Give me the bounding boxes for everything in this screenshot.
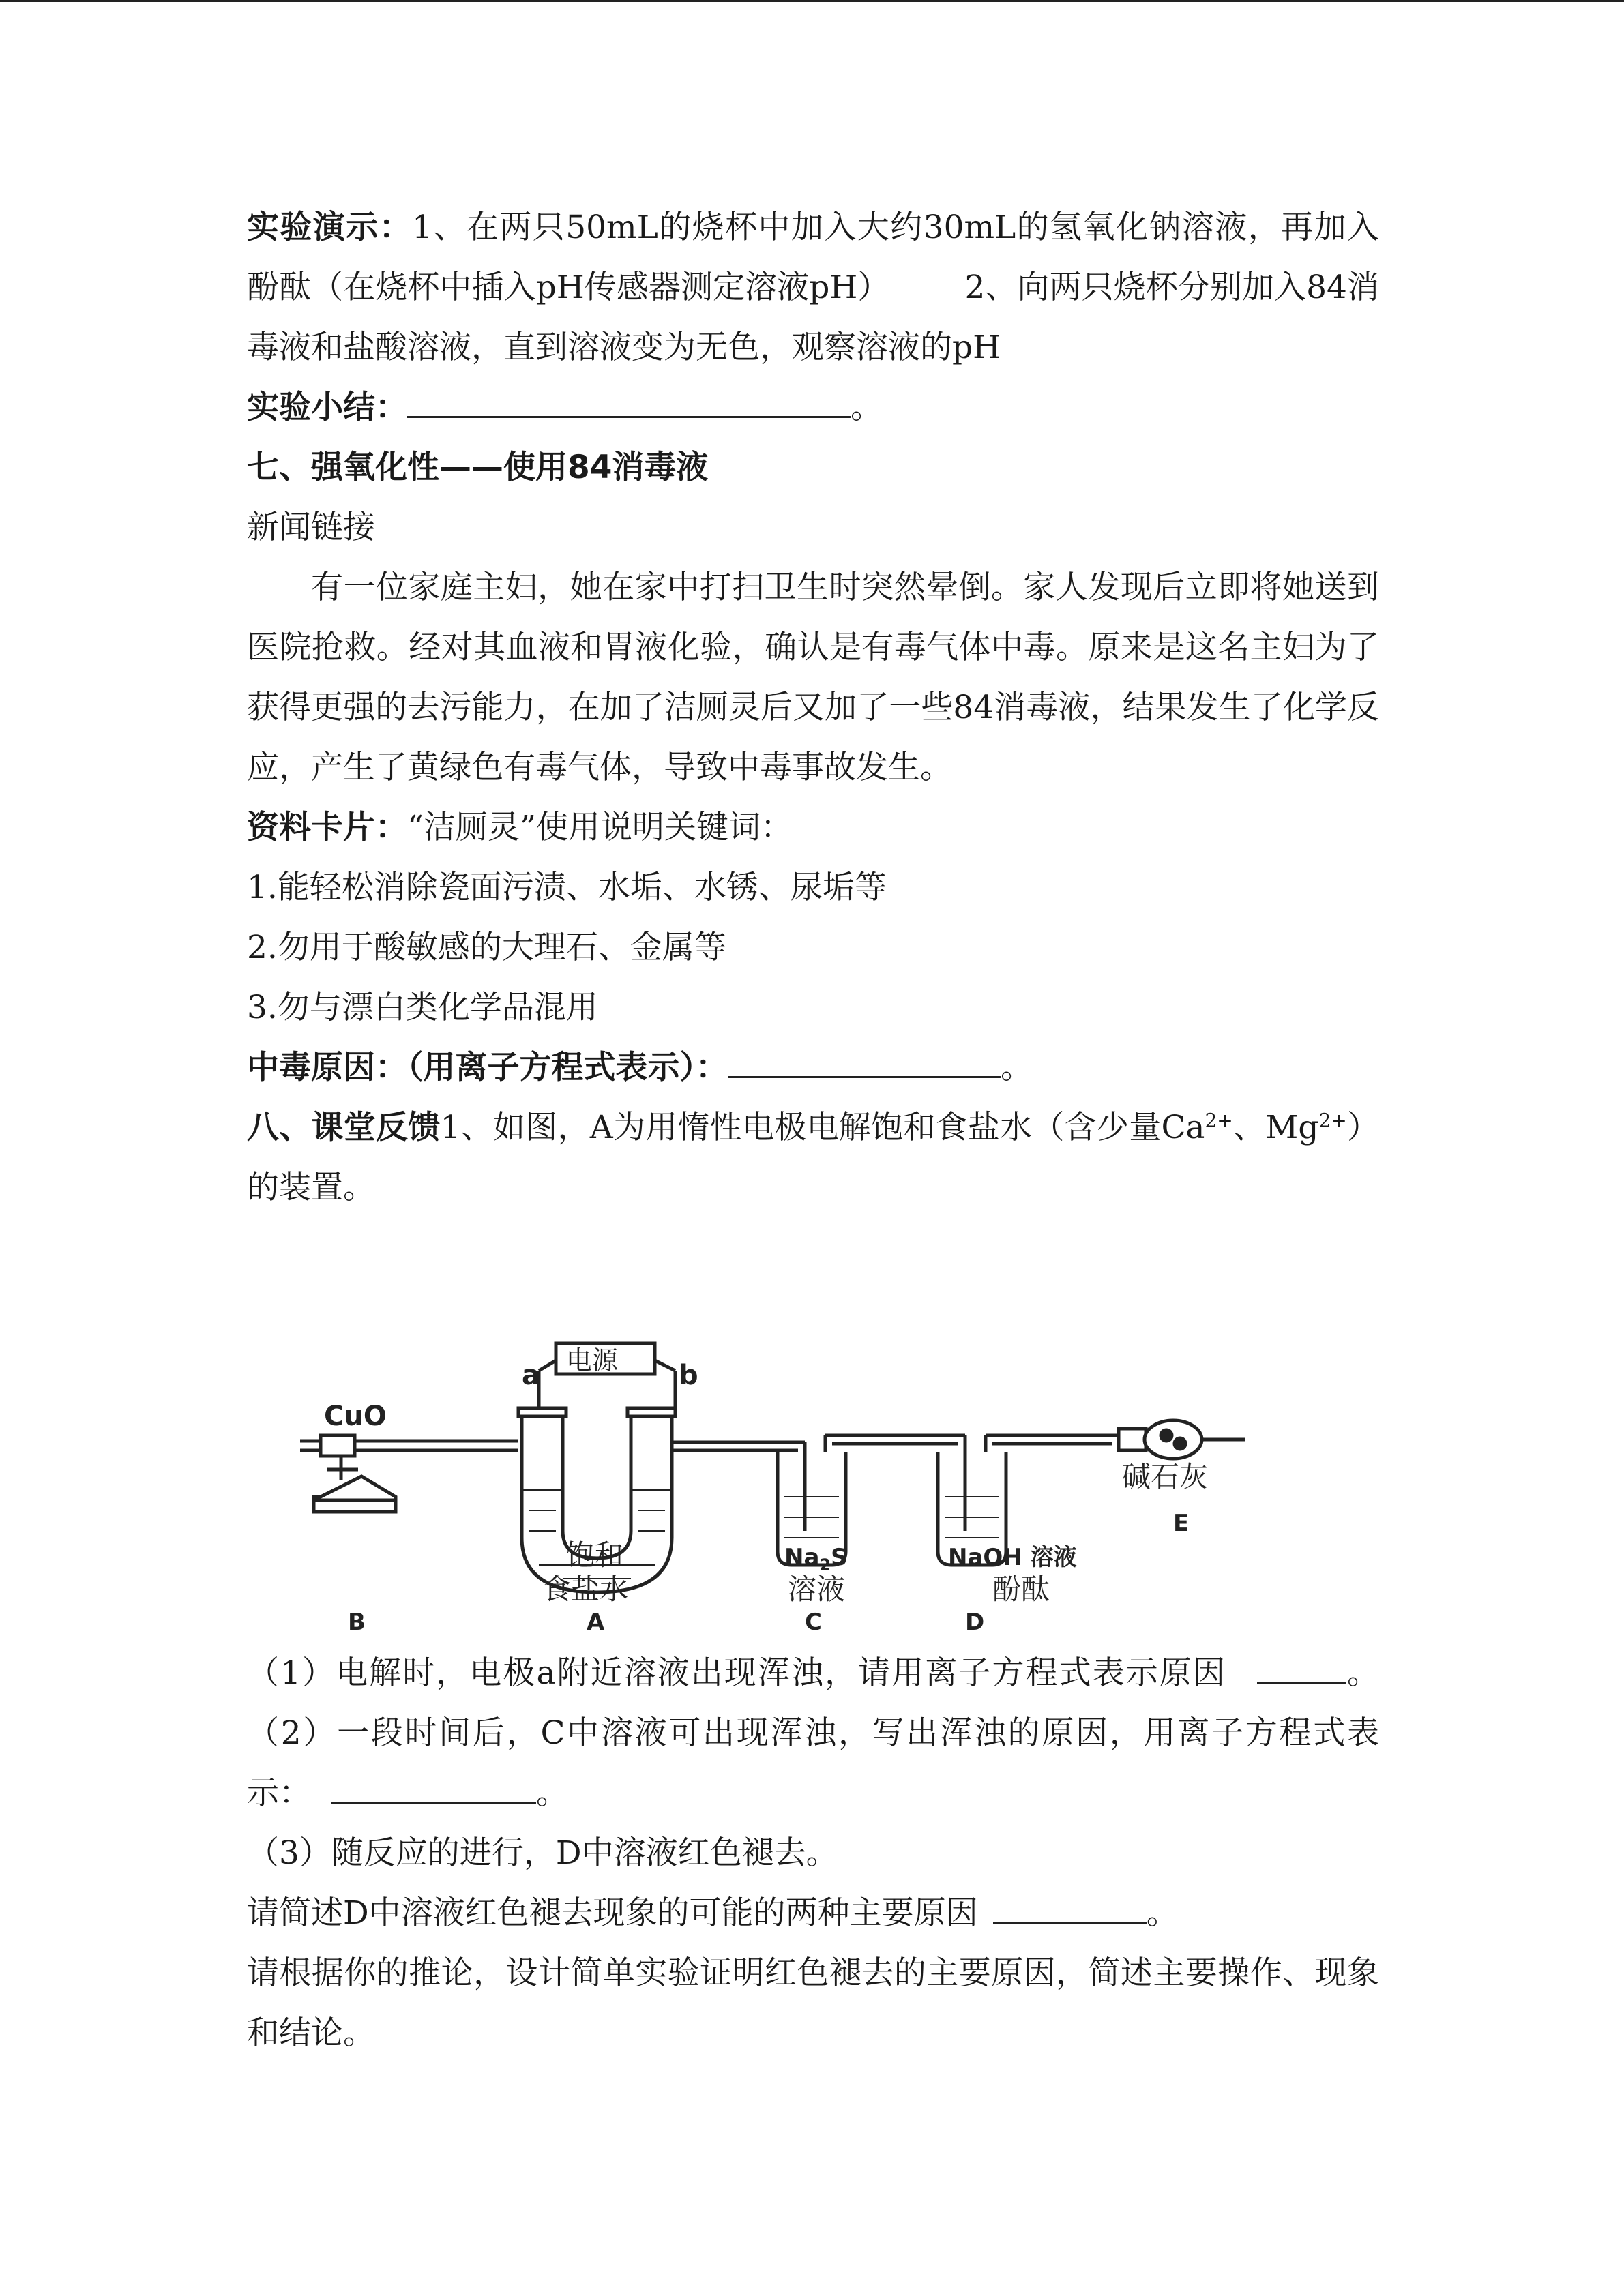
card-item-2: 2.勿用于酸敏感的大理石、金属等 [247,929,726,966]
electrode-a-label: a [522,1360,540,1391]
cuo-sample [321,1435,355,1456]
summary-end: 。 [851,389,883,426]
wire-a-top [539,1360,556,1371]
cuo-label: CuO [324,1401,387,1432]
section8-q1: 1、如图，A为用惰性电极电解饱和食盐水（含少量 [440,1109,1162,1146]
summary-answer-blank[interactable] [407,378,851,418]
card-line [247,798,1379,858]
question-3b: 请根据你的推论，设计简单实验证明红色褪去的主要原因，简述主要操作、现象和结论。 [247,1954,1379,2052]
news-body: 有一位家庭主妇，她在家中打扫卫生时突然晕倒。家人发现后立即将她送到医院抢救。经对其血液和胃液化验，确认是有毒气体中毒。原来是这名主妇为了获得更强的去污能力，在加了洁厕灵后又加了一些84消毒液，结果发生了化学反应，产生了黄绿色有毒气体，导致中毒事故发生。 [247,569,1379,786]
question-2-blank[interactable] [331,1763,536,1804]
card-text: “洁厕灵”使用说明关键词： [407,809,793,846]
demo-heading: 实验演示： [247,209,413,246]
poison-line [247,1038,1379,1098]
apparatus-diagram [293,1333,1275,1640]
demo-text: 1、在两只50mL的烧杯中加入大约30mL的氢氧化钠溶液，再加入酚酞（在烧杯中插入pH传感器测定溶液pH） [247,209,1379,306]
label-b: B [348,1609,366,1636]
questions [247,1643,1379,2063]
question-1: （1）电解时，电极a附近溶液出现浑浊，请用离子方程式表示原因 [247,1654,1226,1692]
d-solution-label-1: NaOH 溶液 [948,1544,1077,1571]
a-solution-label-2: 食盐水 [542,1572,629,1606]
burner-b [314,1476,396,1512]
soda-lime-grain [1175,1438,1185,1449]
top-border [0,0,1624,2]
question-1-blank[interactable] [1257,1643,1346,1684]
d-solution-label-2: 酚酞 [992,1572,1050,1606]
question-1-2 [247,1643,1379,1823]
drying-tube-e [1145,1420,1202,1459]
question-2: 。（2）一段时间后，C中溶液可出现浑浊，写出浑浊的原因，用离子方程式表示： [247,1654,1379,1812]
soda-lime-grain [1161,1430,1172,1441]
label-e: E [1173,1510,1190,1537]
c-sub: 2 [819,1555,831,1575]
poison-answer-blank[interactable] [728,1038,1001,1078]
demo-text-2: 2、向两只烧杯分别加入84消毒液和盐酸溶液，直到溶液变为无色，观察溶液的pH [247,269,1379,366]
demo-paragraph [247,198,1379,378]
c-na: Na [784,1544,820,1571]
c-solution-label-2: 溶液 [788,1572,846,1606]
section8-title: 八、课堂反馈 [247,1109,441,1146]
mg-charge: 2+ [1318,1109,1347,1132]
soda-lime-label: 碱石灰 [1122,1460,1209,1493]
poison-heading: 中毒原因：（用离子方程式表示）： [247,1049,728,1086]
bottle-c-hatch [784,1497,839,1538]
mg-ion: 、Mg [1232,1109,1319,1146]
section8-paragraph [247,1098,1379,1218]
u-tube-cap-left [518,1408,566,1416]
card-heading: 资料卡片： [247,809,407,846]
c-solution-label-1 [784,1544,848,1575]
ca-ion: Ca [1161,1109,1205,1146]
section8-tail: ）的装置。 [247,1109,1380,1206]
document-body [247,198,1379,1218]
news-title: 新闻链接 [247,509,375,546]
a-solution-label-1: 饱和 [566,1538,624,1572]
bottle-d-hatch [945,1497,999,1538]
label-d: D [965,1609,985,1636]
tube-e-neck [1119,1429,1146,1450]
c-s: S [831,1544,848,1571]
label-a: A [587,1609,605,1636]
ca-charge: 2+ [1205,1109,1233,1132]
question-3a-blank[interactable] [993,1883,1147,1924]
summary-line [247,378,1379,438]
question-3a-text: 请简述D中溶液红色褪去现象的可能的两种主要原因 [247,1894,978,1932]
question-2-end: 。 [536,1774,568,1812]
u-tube-inner [563,1414,631,1558]
electrode-b-label: b [679,1360,698,1391]
question-3a [247,1883,1379,1943]
summary-heading: 实验小结： [247,389,407,426]
question-3a-end: 。 [1146,1894,1179,1932]
poison-end: 。 [1001,1049,1033,1086]
power-label: 电源 [566,1345,619,1375]
label-c: C [805,1609,822,1636]
card-item-3: 3.勿与漂白类化学品混用 [247,989,598,1026]
u-tube-cap-right [628,1408,675,1416]
card-item-1: 1.能轻松消除瓷面污渍、水垢、水锈、尿垢等 [247,869,887,906]
wire-b-top [655,1360,675,1371]
question-3: （3）随反应的进行，D中溶液红色褪去。 [247,1834,838,1872]
burner-stand [327,1456,358,1480]
section7-title: 七、强氧化性——使用84消毒液 [247,449,709,486]
apparatus-svg [293,1333,1275,1640]
